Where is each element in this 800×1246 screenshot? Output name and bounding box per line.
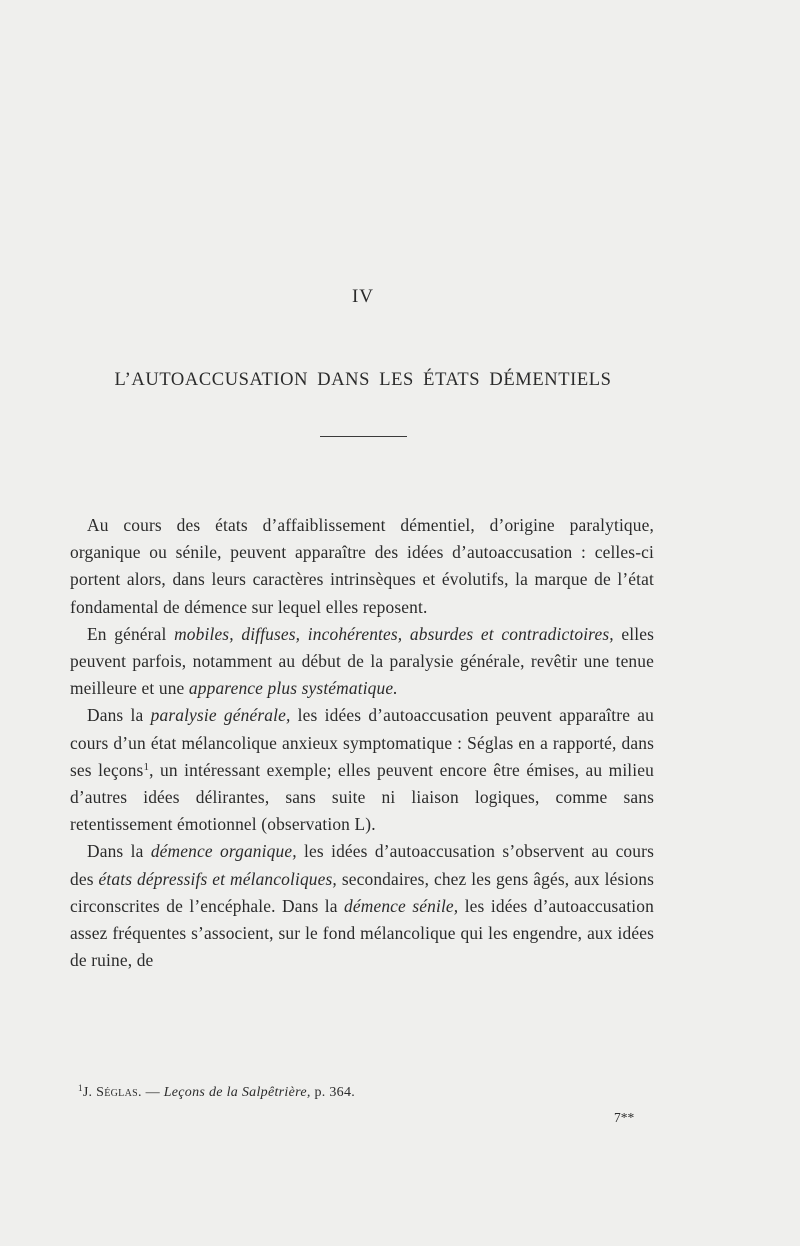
body-text: [70, 512, 654, 974]
emphasis: paralysie générale,: [150, 705, 291, 726]
footnote-reference[interactable]: 1: [143, 760, 150, 773]
chapter-number: IV: [351, 286, 375, 307]
emphasis: démence sénile,: [344, 895, 459, 916]
footnote-author: J. Séglas.: [82, 1085, 142, 1100]
emphasis: démence organique,: [150, 841, 297, 862]
paragraph-3: Dans la paralysie générale, les idées d’autoaccusation peuvent apparaître au cours d’un état mélancolique anxieux symptomatique : Séglas en a rapporté, dans ses leçons$^1$, un intéressant exemple; elles peuvent encore être émises, au milieu d’autres idées délirantes, sans suite ni liaison logiques, comme sans retentissement émotionnel (observation L).: [70, 705, 655, 835]
footnote: $^1$J. Séglas. — Leçons de la Salpêtrière, p. 364.: [78, 1083, 356, 1100]
footnote-marker: 1: [78, 1083, 83, 1093]
footnote-page: p. 364.: [310, 1085, 356, 1100]
paragraph-4: Dans la démence organique, les idées d’autoaccusation s’observent au cours des états dépressifs et mélancoliques, secondaires, chez les gens âgés, aux lésions circonscrites de l’encéphale. Dans la démence sénile, les idées d’autoaccusation assez fréquentes s’associent, sur le fond mélancolique qui les engendre, aux idées de ruine, de: [70, 841, 654, 971]
footnote-work: Leçons de la Salpêtrière,: [163, 1085, 311, 1100]
emphasis: apparence plus systématique.: [188, 678, 398, 699]
paragraph-2: En général mobiles, diffuses, incohérentes, absurdes et contradictoires, elles peuvent parfois, notamment au début de la paralysie générale, revêtir une tenue meilleure et une apparence plus systématique.: [70, 623, 654, 699]
signature-mark: 7**: [614, 1110, 635, 1125]
paragraph-1: Au cours des états d’affaiblissement démentiel, d’origine paralytique, organique ou sénile, peuvent apparaître des idées d’autoaccusation : celles-ci portent alors, dans leurs caractères intrinsèques et évolutifs, la marque de l’état fondamental de démence sur lequel elles reposent.: [70, 515, 654, 617]
chapter-title: L’AUTOACCUSATION DANS LES ÉTATS DÉMENTIELS: [114, 370, 612, 390]
emphasis: états dépressifs et mélancoliques,: [98, 868, 337, 889]
title-divider: [320, 436, 407, 437]
emphasis: mobiles, diffuses, incohérentes, absurdes et contradictoires,: [174, 623, 614, 644]
